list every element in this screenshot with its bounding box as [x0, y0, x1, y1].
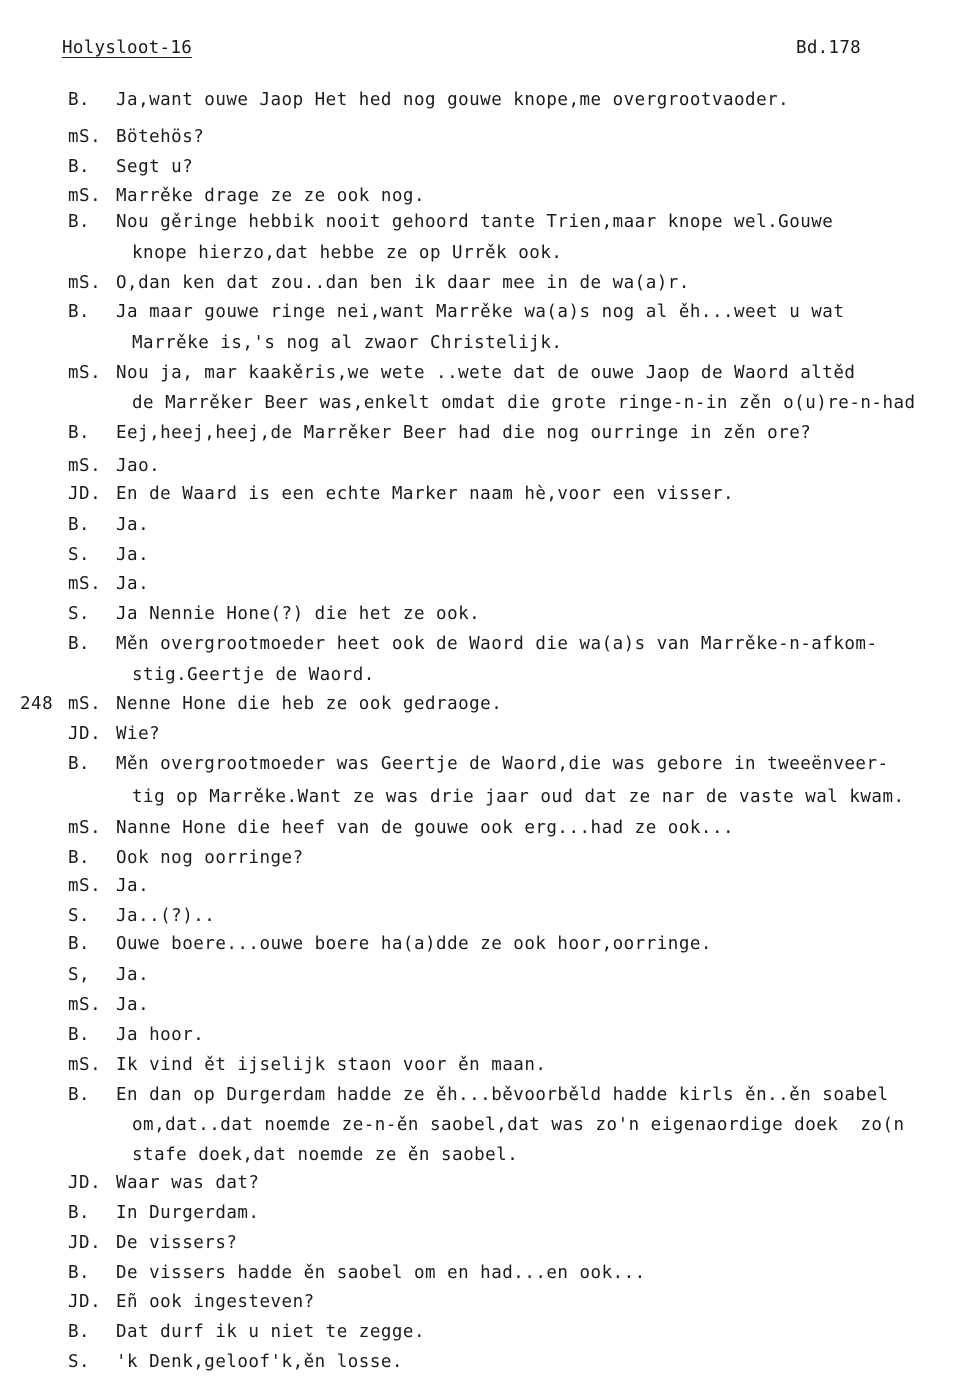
- utterance-text: Marrěke drage ze ze ook nog.: [116, 186, 426, 206]
- speaker-label: JD.: [68, 1292, 102, 1312]
- utterance-text: Ja.: [116, 545, 150, 565]
- transcript-line: [68, 995, 149, 1015]
- speaker-label: B.: [68, 848, 91, 868]
- utterance-text: om,dat..dat noemde ze-n-ěn saobel,dat was zo'n eigenaordige doek zo(n: [132, 1115, 905, 1135]
- speaker-label: S.: [68, 545, 91, 565]
- line-number: 248: [20, 694, 54, 714]
- speaker-label: mS.: [68, 456, 102, 476]
- utterance-text: tig op Marrěke.Want ze was drie jaar oud dat ze nar de vaste wal kwam.: [132, 787, 905, 807]
- speaker-label: S.: [68, 906, 91, 926]
- utterance-text: Eñ ook ingesteven?: [116, 1292, 315, 1312]
- transcript-line: [68, 1322, 425, 1342]
- speaker-label: S.: [68, 604, 91, 624]
- utterance-text: Segt u?: [116, 157, 194, 177]
- utterance-text: de Marrěker Beer was,enkelt omdat die grote ringe-n-in zěn o(u)re-n-had: [132, 393, 916, 413]
- transcript-line: [68, 1145, 518, 1165]
- transcript-line: [68, 1292, 315, 1312]
- utterance-text: Nou ja, mar kaakěris,we wete ..wete dat de ouwe Jaop de Waord altěd: [116, 363, 856, 383]
- utterance-text: Marrěke is,'s nog al zwaor Christelijk.: [132, 333, 563, 353]
- transcript-line: [68, 545, 149, 565]
- transcript-line: [68, 157, 193, 177]
- transcript-line: [68, 212, 833, 232]
- transcript-line: [68, 243, 562, 263]
- utterance-text: Dat durf ik u niet te zegge.: [116, 1322, 426, 1342]
- utterance-text: knope hierzo,dat hebbe ze op Urrěk ook.: [132, 243, 563, 263]
- transcript-line: [68, 906, 215, 926]
- transcript-line: [68, 393, 916, 413]
- speaker-label: JD.: [68, 1233, 102, 1253]
- speaker-label: B.: [68, 302, 91, 322]
- utterance-text: Ja..(?)..: [116, 906, 216, 926]
- utterance-text: Jao.: [116, 456, 161, 476]
- speaker-label: mS.: [68, 127, 102, 147]
- transcript-line: [68, 876, 149, 896]
- speaker-label: S.: [68, 1352, 91, 1372]
- speaker-label: B.: [68, 423, 91, 443]
- speaker-label: mS.: [68, 574, 102, 594]
- speaker-label: B.: [68, 1203, 91, 1223]
- transcript-line: [68, 574, 149, 594]
- transcript-line: [68, 965, 149, 985]
- utterance-text: De vissers hadde ěn saobel om en had...en ook...: [116, 1263, 646, 1283]
- utterance-text: Ja.: [116, 995, 150, 1015]
- utterance-text: Měn overgrootmoeder heet ook de Waord die wa(a)s van Marrěke-n-afkom-: [116, 634, 878, 654]
- utterance-text: 'k Denk,geloof'k,ěn losse.: [116, 1352, 403, 1372]
- speaker-label: B.: [68, 515, 91, 535]
- utterance-text: In Durgerdam.: [116, 1203, 260, 1223]
- utterance-text: Bötehös?: [116, 127, 205, 147]
- transcript-line: [68, 604, 480, 624]
- transcript-line: [68, 1085, 889, 1105]
- utterance-text: O,dan ken dat zou..dan ben ik daar mee in de wa(a)r.: [116, 273, 690, 293]
- transcript-line: [68, 634, 877, 654]
- speaker-label: S,: [68, 965, 91, 985]
- speaker-label: B.: [68, 1263, 91, 1283]
- transcript-line: [68, 515, 149, 535]
- speaker-label: B.: [68, 1322, 91, 1342]
- speaker-label: mS.: [68, 186, 102, 206]
- transcript-line: [20, 694, 503, 714]
- transcript-line: [68, 90, 789, 110]
- speaker-label: B.: [68, 157, 91, 177]
- speaker-label: B.: [68, 934, 91, 954]
- speaker-label: JD.: [68, 724, 102, 744]
- transcript-line: [68, 848, 304, 868]
- speaker-label: JD.: [68, 484, 102, 504]
- transcript-line: [68, 333, 562, 353]
- transcript-line: [68, 1025, 204, 1045]
- utterance-text: Wie?: [116, 724, 161, 744]
- speaker-label: mS.: [68, 995, 102, 1015]
- transcript-line: [68, 302, 844, 322]
- speaker-label: mS.: [68, 273, 102, 293]
- transcript-line: [68, 787, 905, 807]
- utterance-text: Eej,heej,heej,de Marrěker Beer had die nog ourringe in zěn ore?: [116, 423, 812, 443]
- utterance-text: En de Waard is een echte Marker naam hè,voor een visser.: [116, 484, 735, 504]
- utterance-text: Ja Nennie Hone(?) die het ze ook.: [116, 604, 481, 624]
- speaker-label: mS.: [68, 363, 102, 383]
- transcript-line: [68, 818, 734, 838]
- speaker-label: mS.: [68, 694, 102, 714]
- transcript-line: [68, 484, 734, 504]
- utterance-text: Ja,want ouwe Jaop Het hed nog gouwe knope,me overgrootvaoder.: [116, 90, 790, 110]
- utterance-text: Ook nog oorringe?: [116, 848, 304, 868]
- transcript-line: [68, 724, 160, 744]
- transcript-line: [68, 754, 889, 774]
- speaker-label: JD.: [68, 1173, 102, 1193]
- speaker-label: mS.: [68, 818, 102, 838]
- transcript-line: [68, 1203, 259, 1223]
- utterance-text: Nou gěringe hebbik nooit gehoord tante Trien,maar knope wel.Gouwe: [116, 212, 834, 232]
- transcript-line: [68, 1055, 546, 1075]
- utterance-text: Ik vind ět ijselijk staon voor ěn maan.: [116, 1055, 547, 1075]
- speaker-label: B.: [68, 1085, 91, 1105]
- transcript-line: [68, 186, 425, 206]
- utterance-text: Měn overgrootmoeder was Geertje de Waord,die was gebore in tweeënveer-: [116, 754, 889, 774]
- utterance-text: Waar was dat?: [116, 1173, 260, 1193]
- speaker-label: B.: [68, 212, 91, 232]
- utterance-text: Ja.: [116, 574, 150, 594]
- utterance-text: Nenne Hone die heb ze ook gedraoge.: [116, 694, 503, 714]
- transcript-line: [68, 456, 160, 476]
- transcript-line: [68, 1233, 237, 1253]
- transcript-line: [68, 363, 855, 383]
- utterance-text: Ouwe boere...ouwe boere ha(a)dde ze ook hoor,oorringe.: [116, 934, 712, 954]
- utterance-text: De vissers?: [116, 1233, 238, 1253]
- utterance-text: Ja.: [116, 876, 150, 896]
- utterance-text: Nanne Hone die heef van de gouwe ook erg...had ze ook...: [116, 818, 735, 838]
- speaker-label: mS.: [68, 876, 102, 896]
- speaker-label: B.: [68, 90, 91, 110]
- utterance-text: En dan op Durgerdam hadde ze ěh...běvoorběld hadde kirls ěn..ěn soabel: [116, 1085, 889, 1105]
- document-title: Holysloot-16: [62, 38, 193, 58]
- transcript-line: [68, 1352, 403, 1372]
- utterance-text: Ja.: [116, 515, 150, 535]
- transcript-line: [68, 1115, 905, 1135]
- utterance-text: Ja.: [116, 965, 150, 985]
- utterance-text: stafe doek,dat noemde ze ěn saobel.: [132, 1145, 519, 1165]
- page-reference: Bd.178: [796, 38, 862, 58]
- transcript-line: [68, 1173, 259, 1193]
- transcript-line: [68, 423, 811, 443]
- transcript-line: [68, 273, 690, 293]
- transcript-line: [68, 934, 712, 954]
- speaker-label: mS.: [68, 1055, 102, 1075]
- utterance-text: Ja hoor.: [116, 1025, 205, 1045]
- speaker-label: B.: [68, 634, 91, 654]
- transcript-line: [68, 665, 375, 685]
- transcript-line: [68, 127, 204, 147]
- utterance-text: stig.Geertje de Waord.: [132, 665, 375, 685]
- speaker-label: B.: [68, 1025, 91, 1045]
- transcript-line: [68, 1263, 646, 1283]
- utterance-text: Ja maar gouwe ringe nei,want Marrěke wa(a)s nog al ěh...weet u wat: [116, 302, 845, 322]
- speaker-label: B.: [68, 754, 91, 774]
